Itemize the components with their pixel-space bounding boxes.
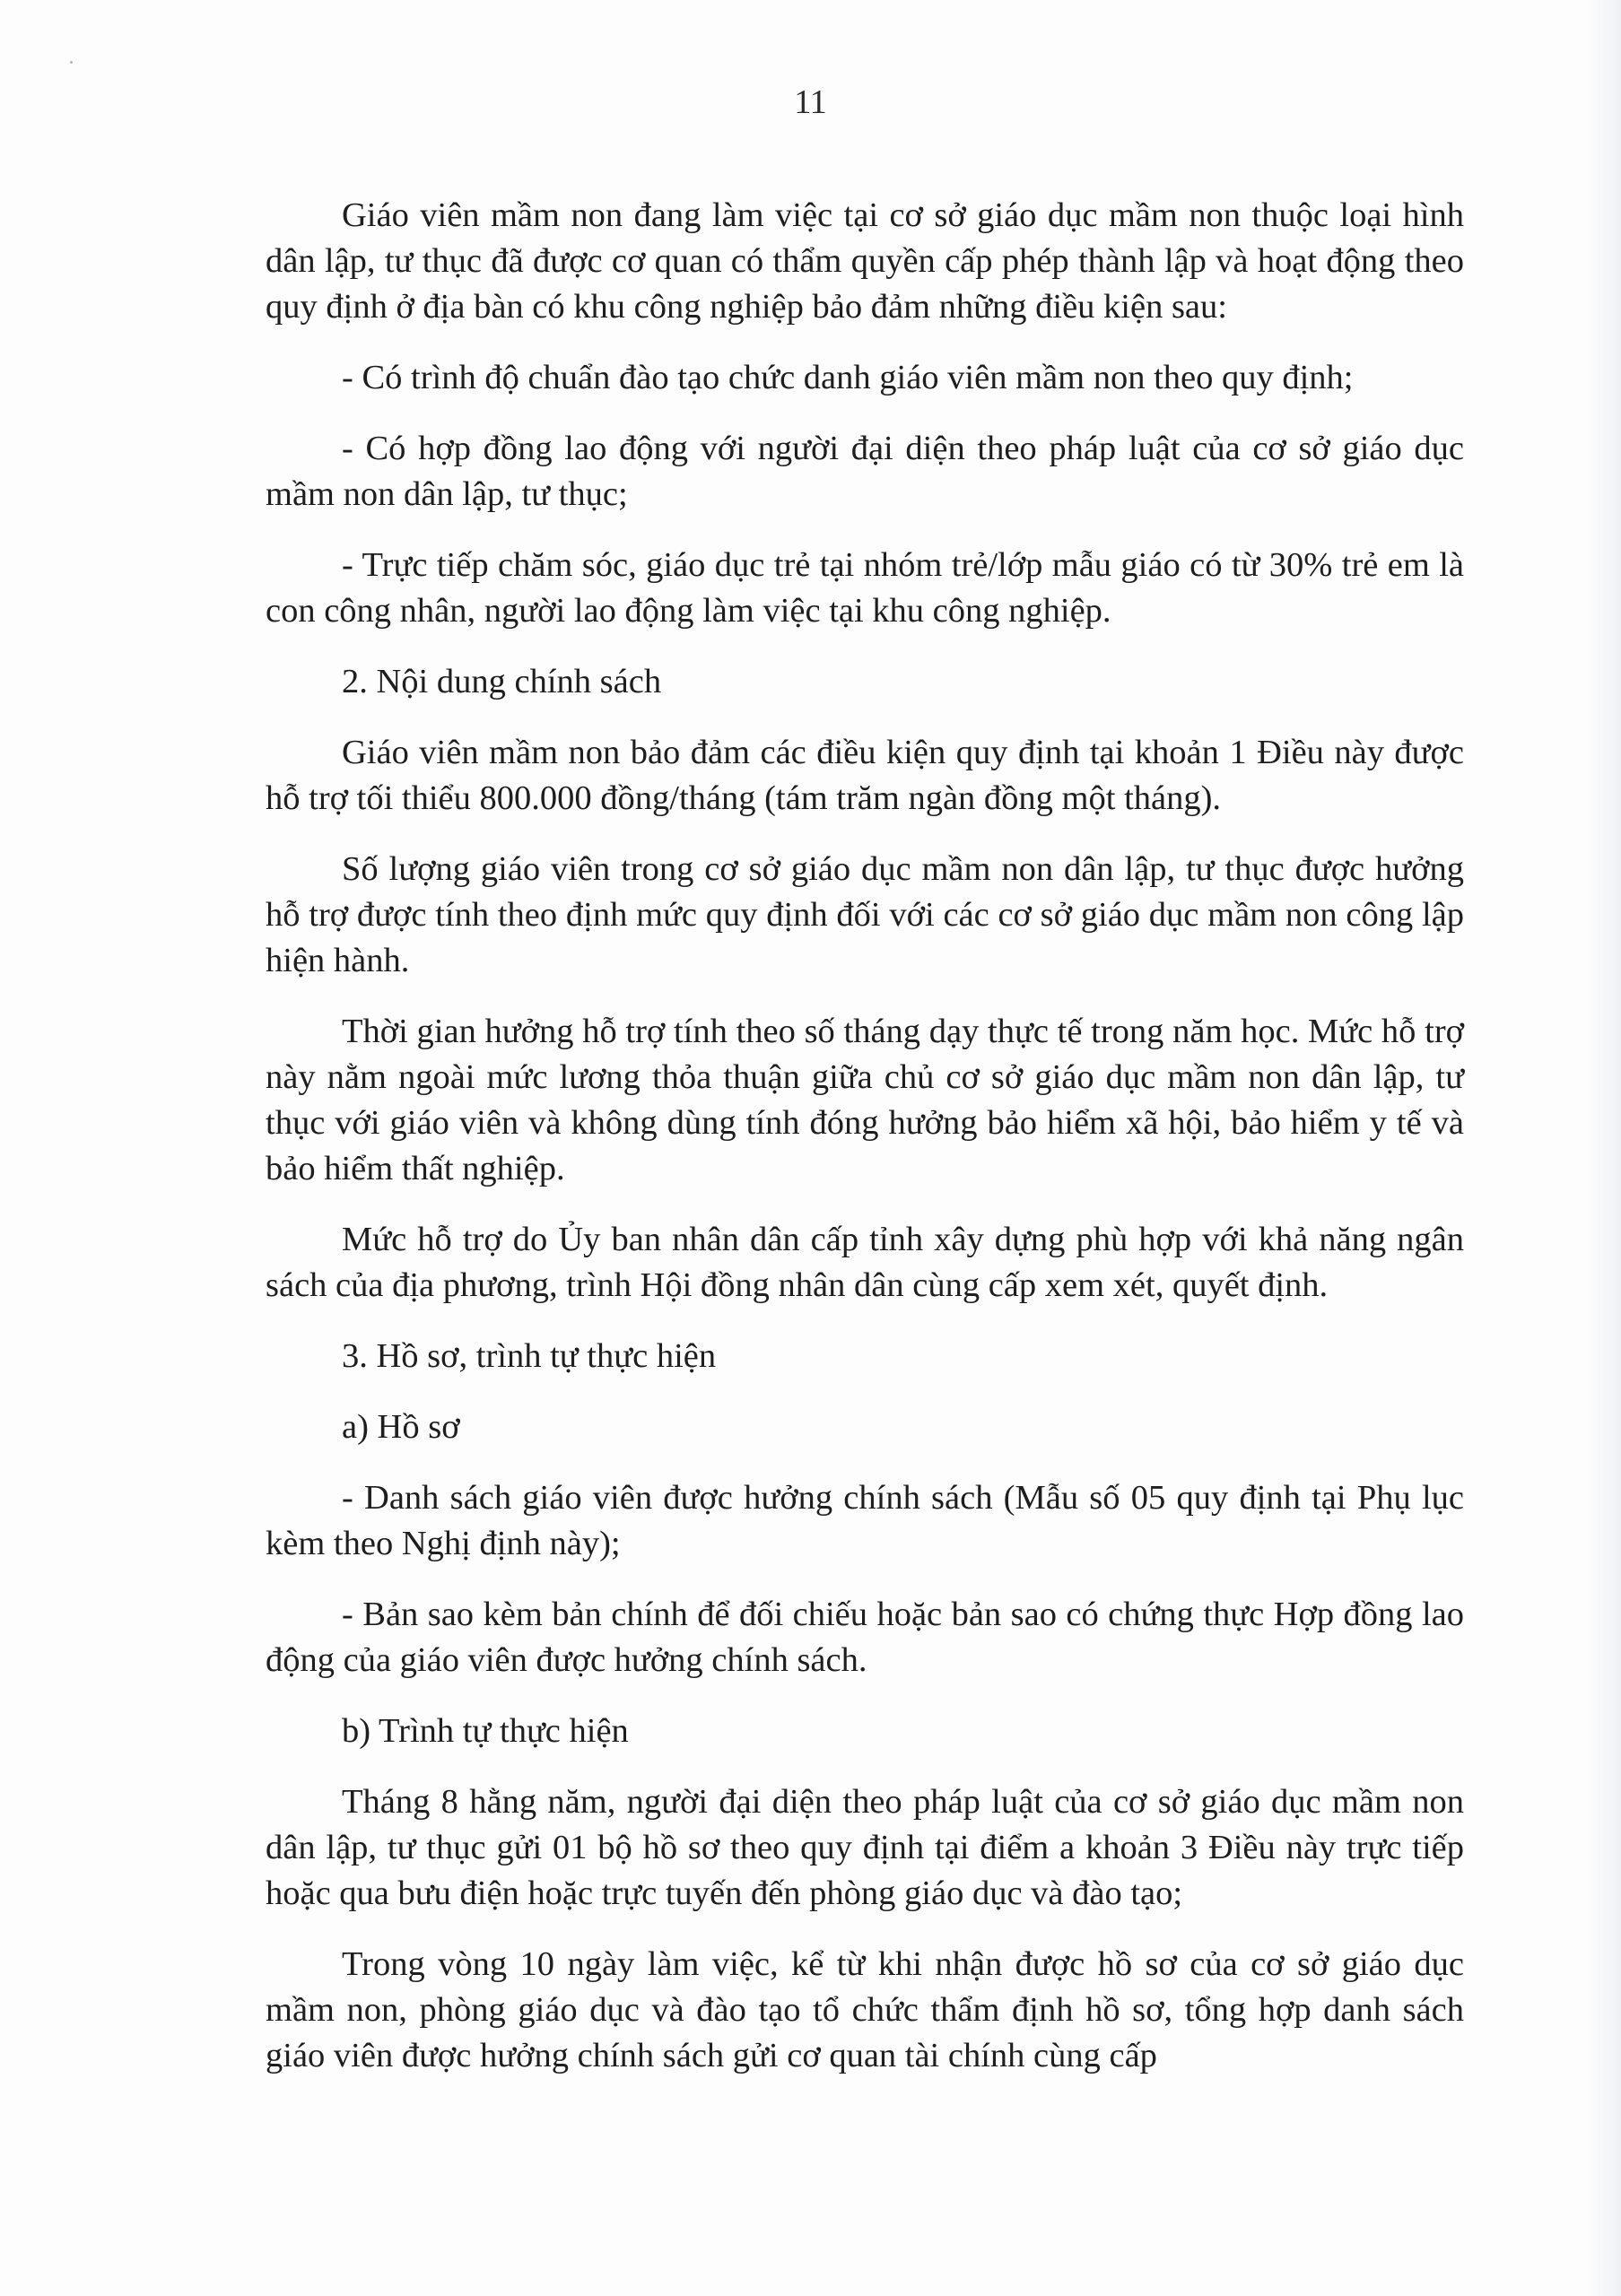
subheading-dossier: a) Hồ sơ [342, 1408, 460, 1446]
page-number: 11 [794, 83, 827, 121]
subheading-procedure: b) Trình tự thực hiện [342, 1712, 629, 1750]
section-heading-policy-content: 2. Nội dung chính sách [342, 663, 662, 700]
section-heading-dossier-procedure: 3. Hồ sơ, trình tự thực hiện [342, 1337, 717, 1375]
paragraph-eligibility-intro: Giáo viên mầm non đang làm việc tại cơ sở giáo dục mầm non thuộc loại hình dân lập, tư thục đã được cơ quan có thẩm quyền cấp phép thành lập và hoạt động theo quy định ở địa bàn có khu công nghiệp bảo đảm những điều kiện sau: [266, 196, 1464, 326]
paragraph-dossier-list: - Danh sách giáo viên được hưởng chính sách (Mẫu số 05 quy định tại Phụ lục kèm theo Nghị định này); [266, 1479, 1464, 1562]
paragraph-teacher-count: Số lượng giáo viên trong cơ sở giáo dục mầm non dân lập, tư thục được hưởng hỗ trợ được tính theo định mức quy định đối với các cơ sở giáo dục mầm non công lập hiện hành. [266, 850, 1464, 979]
paragraph-support-level: Mức hỗ trợ do Ủy ban nhân dân cấp tỉnh xây dựng phù hợp với khả năng ngân sách của địa phương, trình Hội đồng nhân dân cùng cấp xem xét, quyết định. [266, 1221, 1464, 1304]
paragraph-procedure-review: Trong vòng 10 ngày làm việc, kể từ khi nhận được hồ sơ của cơ sở giáo dục mầm non, phòng giáo dục và đào tạo tổ chức thẩm định hồ sơ, tổng hợp danh sách giáo viên được hưởng chính sách gửi cơ quan tài chính cùng cấp [266, 1945, 1464, 2074]
paragraph-condition-contract: - Có hợp đồng lao động với người đại diện theo pháp luật của cơ sở giáo dục mầm non dân lập, tư thục; [266, 430, 1464, 513]
paragraph-condition-care: - Trực tiếp chăm sóc, giáo dục trẻ tại nhóm trẻ/lớp mẫu giáo có từ 30% trẻ em là con công nhân, người lao động làm việc tại khu công nghiệp. [266, 546, 1464, 630]
paragraph-support-amount: Giáo viên mầm non bảo đảm các điều kiện quy định tại khoản 1 Điều này được hỗ trợ tối thiểu 800.000 đồng/tháng (tám trăm ngàn đồng một tháng). [266, 734, 1464, 817]
scan-edge-shadow [1587, 0, 1621, 2296]
paragraph-procedure-submission: Tháng 8 hằng năm, người đại diện theo pháp luật của cơ sở giáo dục mầm non dân lập, tư thục gửi 01 bộ hồ sơ theo quy định tại điểm a khoản 3 Điều này trực tiếp hoặc qua bưu điện hoặc trực tuyến đến phòng giáo dục và đào tạo; [266, 1783, 1464, 1912]
paragraph-condition-qualification: - Có trình độ chuẩn đào tạo chức danh giáo viên mầm non theo quy định; [342, 359, 1354, 396]
paragraph-dossier-contract-copy: - Bản sao kèm bản chính để đối chiếu hoặc bản sao có chứng thực Hợp đồng lao động của giáo viên được hưởng chính sách. [266, 1596, 1464, 1679]
paragraph-support-duration: Thời gian hưởng hỗ trợ tính theo số tháng dạy thực tế trong năm học. Mức hỗ trợ này nằm ngoài mức lương thỏa thuận giữa chủ cơ sở giáo dục mầm non dân lập, tư thục với giáo viên và không dùng tính đóng hưởng bảo hiểm xã hội, bảo hiểm y tế và bảo hiểm thất nghiệp. [266, 1013, 1464, 1187]
scan-speck [70, 61, 73, 64]
document-body [266, 193, 1464, 2104]
